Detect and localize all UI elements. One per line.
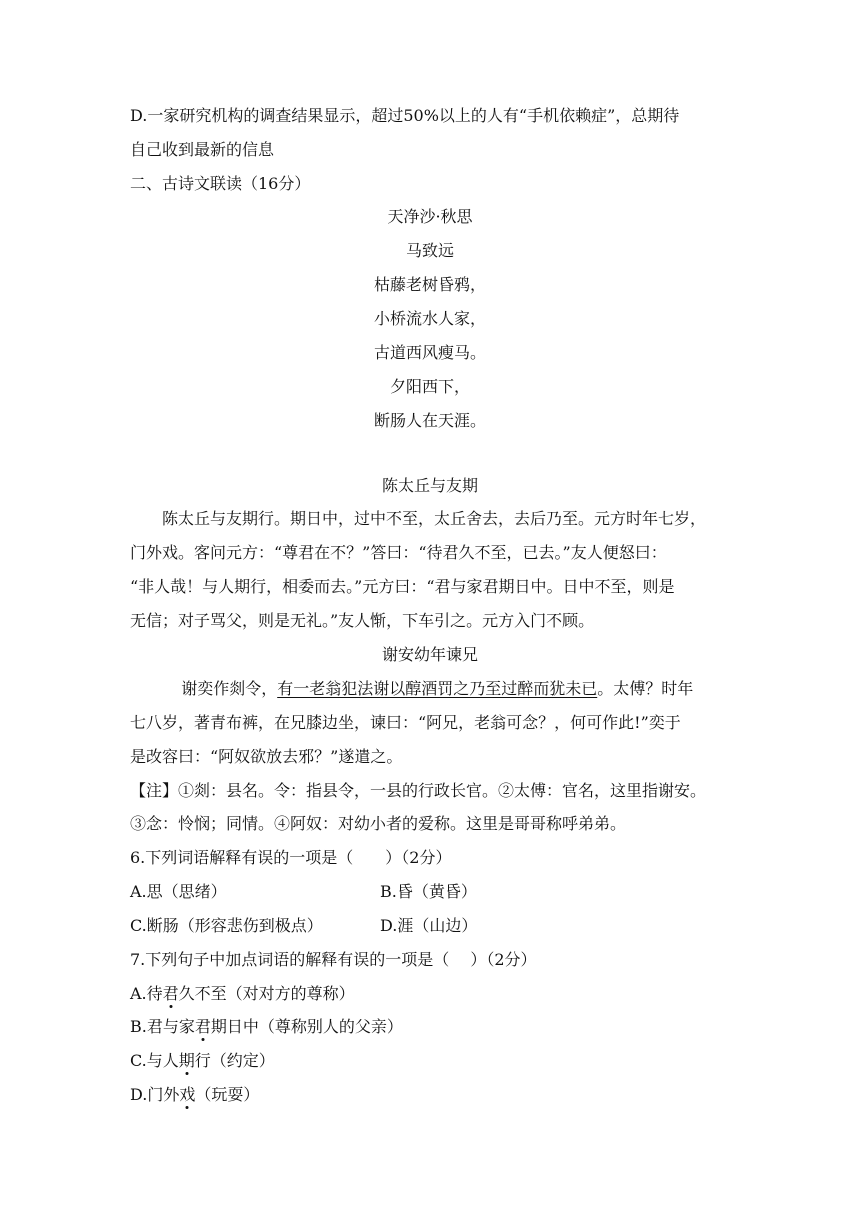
q6-option-a: A.思（思绪） [130, 882, 227, 901]
q7-stem: 7.下列句子中加点词语的解释有误的一项是（ ）（2分） [130, 950, 537, 969]
q7-option-b-text: B.君与家 [130, 1017, 195, 1036]
q7-option-c [130, 1051, 730, 1073]
q7-option-b-text: 期日中（尊称别人的父亲） [210, 1017, 403, 1036]
q6-option-b: B.昏（黄昏） [380, 882, 477, 901]
q7-option-a-text: 久不至（对对方的尊称） [178, 984, 355, 1003]
q7-option-d-dotted-word: 戏 [179, 1085, 196, 1104]
passage2-line3: 是改容曰：“阿奴欲放去邪？”遂遣之。 [130, 747, 403, 766]
q7-option-d-text: D.门外 [130, 1085, 180, 1104]
q7-option-d-text: （玩耍） [195, 1085, 260, 1104]
q5-option-d-line1: D.一家研究机构的调查结果显示，超过50%以上的人有“手机依赖症”，总期待 [130, 106, 680, 125]
q6-option-c: C.断肠（形容悲伤到极点） [130, 916, 323, 935]
q6-options-cd [130, 916, 730, 938]
q7-option-a-dotted-word: 君 [162, 984, 179, 1003]
q7-option-b-dotted-word: 君 [194, 1017, 211, 1036]
q7-option-b [130, 1017, 730, 1039]
q7-option-c-dotted-word: 期 [178, 1051, 195, 1070]
q7-option-a [130, 984, 730, 1006]
poem-title: 天净沙·秋思 [387, 207, 473, 226]
note-line1: 【注】①剡：县名。令：指县令，一县的行政长官。②太傅：官名，这里指谢安。 [130, 781, 707, 800]
q6-stem: 6.下列词语解释有误的一项是（ ）（2分） [130, 848, 452, 867]
q7-option-c-text: 行（约定） [194, 1051, 275, 1070]
q6-option-d: D.涯（山边） [380, 916, 478, 935]
passage2-title: 谢安幼年谏兄 [381, 645, 478, 664]
poem-author: 马致远 [405, 241, 454, 260]
poem-line: 断肠人在天涯。 [373, 411, 486, 430]
poem-line: 夕阳西下， [389, 377, 470, 396]
poem-line: 枯藤老树昏鸦， [373, 275, 486, 294]
passage2-underlined-sentence: 有一老翁犯法谢以醇酒罚之乃至过醉而犹未已 [277, 679, 598, 698]
q7-option-c-text: C.与人 [130, 1051, 179, 1070]
q5-option-d-line2: 自己收到最新的信息 [130, 140, 275, 159]
poem-line: 古道西风瘦马。 [373, 343, 486, 362]
passage1-line: “非人哉！与人期行，相委而去。”元方曰：“君与家君期日中。日中不至，则是 [130, 577, 675, 596]
passage1-line: 无信；对子骂父，则是无礼。”友人惭，下车引之。元方入门不顾。 [130, 611, 595, 630]
q7-option-a-text: A.待 [130, 984, 163, 1003]
passage2-line1 [130, 679, 730, 701]
q7-option-d [130, 1085, 730, 1107]
poem-line: 小桥流水人家， [373, 309, 486, 328]
passage2-line2: 七八岁，著青布裤，在兄膝边坐，谏曰：“阿兄，老翁可念？，何可作此!”奕于 [130, 713, 681, 732]
q6-options-ab [130, 882, 730, 904]
passage1-line: 陈太丘与友期行。期日中，过中不至，太丘舍去，去后乃至。元方时年七岁， [162, 509, 707, 528]
passage2-line1-prefix: 谢奕作剡令， [181, 679, 278, 698]
passage2-line1-suffix: 。太傅？时年 [597, 679, 694, 698]
note-line2: ③念：怜悯；同情。④阿奴：对幼小者的爱称。这里是哥哥称呼弟弟。 [130, 814, 627, 833]
passage1-title: 陈太丘与友期 [381, 476, 478, 495]
passage1-line: 门外戏。客问元方：“尊君在不？”答曰：“待君久不至，已去。”友人便怒曰： [130, 543, 667, 562]
section2-heading: 二、古诗文联读（16分） [130, 174, 311, 193]
